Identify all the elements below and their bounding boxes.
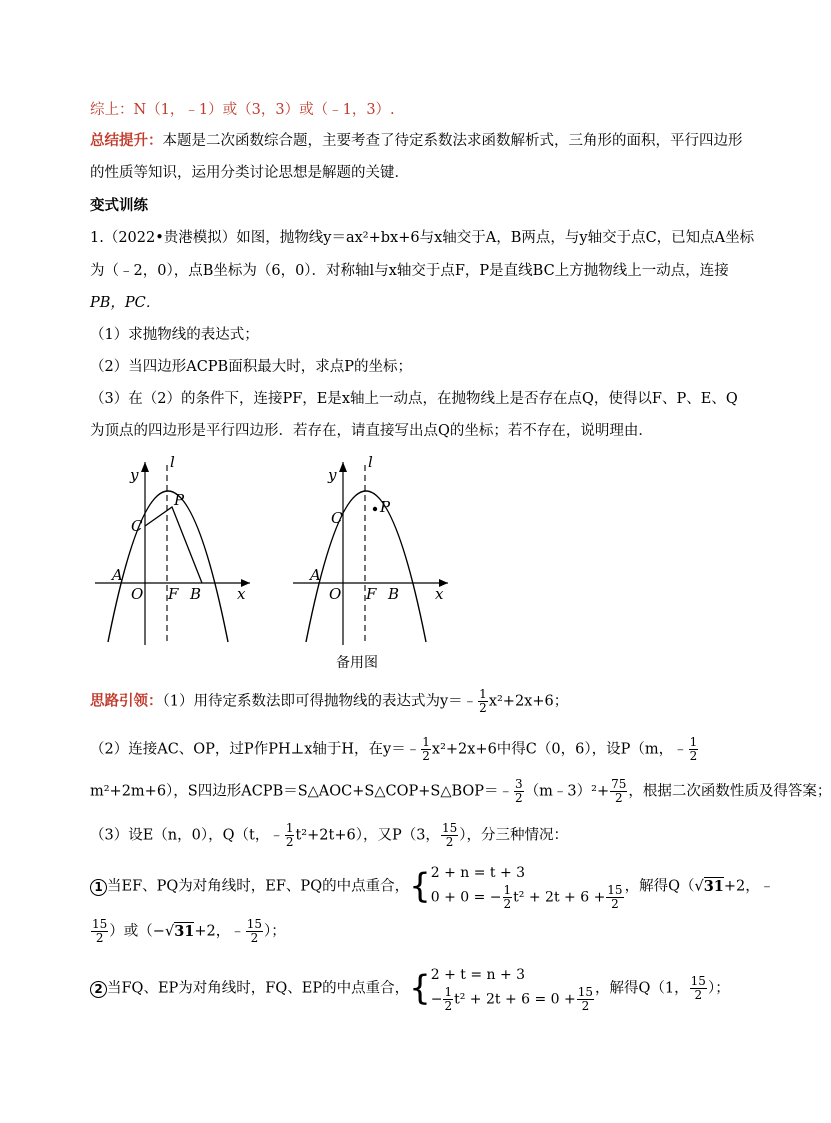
case-2-text: 当FQ、EP为对角线时，FQ、EP的中点重合，: [107, 980, 410, 997]
case-1-line: 1 当EF、PQ为对角线时，EF、PQ的中点重合，{ 2 + n = t + 3 0 + 0 = − $\frac{1}{2}$ t² + 2t + 6 + $\frac{15}{2}$ ，解得Q（√31+2，﹣: [90, 862, 774, 911]
case-1-result-c: ）或（−: [109, 923, 165, 940]
fraction-half: $\frac{1}{2}$: [689, 735, 698, 763]
label-f: F: [366, 585, 377, 603]
label-a: A: [310, 566, 321, 584]
case-1-text: 当EF、PQ为对角线时，EF、PQ的中点重合，: [107, 878, 410, 895]
hint-p2-b: x²+2x+6中得C（0，6），设P（m，﹣: [431, 741, 688, 758]
hint-p2-a: （2）连接AC、OP，过P作PH⊥x轴于H，在y＝﹣: [90, 741, 421, 758]
hint-p3-a: （3）设E（n，0），Q（t，﹣: [90, 827, 284, 844]
label-y: y: [328, 466, 337, 484]
hint-line-1: [90, 688, 568, 715]
question-2: （2）当四边形ACPB面积最大时，求点P的坐标；: [90, 359, 412, 375]
case-2-result-b: ）；: [707, 980, 730, 997]
case-1-result-a: ，解得Q（: [624, 878, 695, 895]
label-a: A: [112, 566, 123, 584]
hint-p3-b: t²+2t+6），又P（3，: [295, 827, 440, 844]
case-1-result-d: +2，﹣: [194, 923, 245, 940]
hint-p2-d: （m﹣3）²+: [524, 783, 610, 800]
question-3a: （3）在（2）的条件下，连接PF，E是x轴上一动点，在抛物线上是否存在点Q，使得以F、P、E、Q: [90, 391, 738, 407]
case-1-number: 1: [90, 879, 107, 896]
label-l: l: [368, 453, 373, 471]
case-2-system: 2 + t = n + 3 − $\frac{1}{2}$ t² + 2t + 6 = 0 + $\frac{15}{2}$: [430, 967, 594, 1013]
point-p: [373, 507, 377, 511]
summary-line-2: 的性质等知识，运用分类讨论思想是解题的关键．: [90, 165, 409, 181]
fraction-15-halves: $\frac{15}{2}$: [690, 974, 706, 1002]
fraction-half: $\frac{1}{2}$: [422, 735, 430, 763]
hint-p2-e: ，根据二次函数性质及得答案；: [628, 783, 831, 800]
fraction-half: $\frac{1}{2}$: [285, 821, 294, 849]
fraction-15-halves: $\frac{15}{2}$: [92, 917, 108, 945]
label-x: x: [237, 585, 246, 603]
problem-line-1: 1.（2022•贵港模拟）如图，抛物线y＝ax²+bx+6与x轴交于A，B两点，与y轴交于点C，已知点A坐标: [90, 230, 755, 246]
conclusion-line: [90, 100, 395, 120]
label-l: l: [170, 453, 175, 471]
hint-p1-text: （1）用待定系数法即可得抛物线的表达式为y＝﹣: [162, 693, 478, 710]
y-axis-arrow: [141, 462, 149, 472]
sqrt-31: 31: [174, 922, 195, 940]
conclusion-prefix: 综上：: [90, 102, 134, 118]
sqrt-31: 31: [703, 877, 724, 895]
fraction-75-halves: $\frac{75}{2}$: [611, 777, 627, 805]
summary-label: 总结提升：: [90, 132, 163, 149]
summary-line-1: [90, 131, 743, 151]
fraction-half: $\frac{1}{2}$: [479, 687, 487, 715]
label-c: C: [331, 509, 343, 527]
case-1-system: 2 + n = t + 3 0 + 0 = − $\frac{1}{2}$ t² + 2t + 6 + $\frac{15}{2}$: [430, 865, 623, 911]
fraction-15-halves: $\frac{15}{2}$: [246, 917, 263, 945]
summary-text-1: 本题是二次函数综合题，主要考查了待定系数法求函数解析式，三角形的面积，平行四边形: [162, 133, 743, 149]
hint-p1-tail: x²+2x+6；: [488, 693, 569, 710]
label-x: x: [435, 585, 444, 603]
label-b: B: [388, 585, 400, 603]
case-1-result-b: +2，﹣: [723, 878, 775, 895]
hint-p2-c: m²+2m+6），S四边形ACPB＝S△AOC+S△COP+S△BOP＝﹣: [90, 783, 514, 800]
label-c: C: [131, 517, 143, 535]
case-2-number: 2: [90, 981, 107, 998]
fraction-three-halves: $\frac{3}{2}$: [515, 777, 523, 805]
section-title: 变式训练: [90, 197, 148, 214]
question-3b: 为顶点的四边形是平行四边形．若存在，请直接写出点Q的坐标；若不存在，说明理由．: [90, 423, 653, 439]
problem-line-3: PB，PC．: [90, 295, 161, 311]
hint-line-2: [90, 736, 699, 763]
label-p: P: [380, 498, 391, 516]
label-y: y: [130, 466, 139, 484]
parabola: [108, 491, 228, 642]
label-b: B: [190, 585, 202, 603]
hint-line-3: [90, 778, 831, 805]
figure-spare: [288, 450, 458, 650]
label-o: O: [329, 585, 342, 603]
hint-label: 思路引领：: [90, 692, 163, 710]
figure-main: [90, 450, 260, 650]
case-1-result-e: ）；: [264, 923, 286, 940]
conclusion-text: N（1，﹣1）或（3，3）或（﹣1，3）.: [133, 102, 395, 118]
question-1: （1）求抛物线的表达式；: [90, 327, 259, 343]
parabola: [306, 491, 426, 642]
hint-p3-c: ），分三种情况：: [459, 827, 568, 844]
label-o: O: [131, 585, 144, 603]
case-1-line-2: $\frac{15}{2}$ ）或（−√31+2，﹣ $\frac{15}{2}$ ）；: [92, 917, 286, 945]
label-f: F: [168, 585, 179, 603]
problem-line-2: 为（﹣2，0），点B坐标为（6，0）．对称轴l与x轴交于点F，P是直线BC上方抛物线上一动点，连接: [90, 263, 729, 279]
case-2-result-a: ，解得Q（1，: [595, 980, 689, 997]
fraction-15-halves: $\frac{15}{2}$: [441, 821, 458, 849]
spare-figure-caption: 备用图: [336, 655, 378, 671]
case-2-line: 2 当FQ、EP为对角线时，FQ、EP的中点重合，{ 2 + t = n + 3 − $\frac{1}{2}$ t² + 2t + 6 = 0 + $\frac{15}{2}$ ，解得Q（1， $\frac{15}{2}$ ）；: [90, 964, 730, 1013]
y-axis-arrow: [339, 462, 347, 472]
label-p: P: [174, 491, 185, 509]
hint-line-4: [90, 822, 568, 849]
